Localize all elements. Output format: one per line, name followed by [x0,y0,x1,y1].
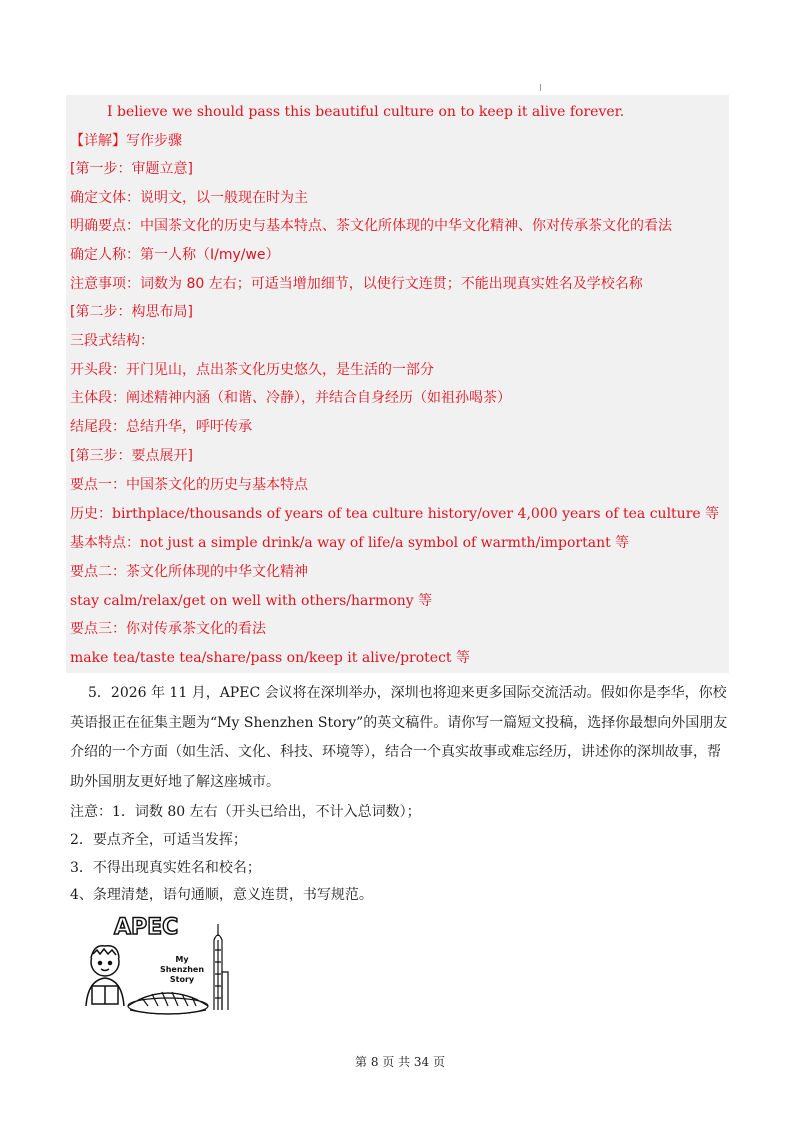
answer-section [66,95,729,673]
step-3-heading: [第三步：要点展开] [70,448,193,464]
page-number: 第 8 页 共 34 页 [355,1055,445,1069]
detail-heading: 【详解】写作步骤 [70,133,182,149]
step-line: 注意事项：词数为 80 左右；可适当增加细节，以使行文连贯；不能出现真实姓名及学校名称 [70,276,643,292]
step-line: 要点二：茶文化所体现的中华文化精神 [70,564,308,580]
caption-line: Story [169,975,195,984]
step-line: 要点三：你对传承茶文化的看法 [70,621,266,637]
step-line: 三段式结构： [70,333,154,349]
apec-title: APEC [114,915,179,940]
step-line: 确定人称：第一人称（I/my/we） [70,247,280,263]
step-line: 基本特点：not just a simple drink/a way of life/a symbol of warmth/important 等 [70,535,630,551]
boy-reading-icon [86,946,124,1006]
caption-line: Shenzhen [159,965,205,974]
stadium-icon [128,992,208,1014]
step-line: 结尾段：总结升华，呼吁传承 [70,419,252,435]
caption-line: My [175,955,189,964]
note-item: 2．要点齐全，可适当发挥； [70,832,247,848]
step-1-heading: [第一步：审题立意] [70,161,193,177]
step-line: 要点一：中国茶文化的历史与基本特点 [70,477,308,493]
step-line: 确定文体：说明文，以一般现在时为主 [70,190,308,206]
step-line: stay calm/relax/get on well with others/harmony 等 [70,593,433,609]
step-line: 历史：birthplace/thousands of years of tea culture history/over 4,000 years of tea culture 等 [70,506,720,522]
step-line: 开头段：开门见山，点出茶文化历史悠久，是生活的一部分 [70,362,434,378]
question-prompt: 5．2026 年 11 月，APEC 会议将在深圳举办，深圳也将迎来更多国际交流活动。假如你是李华，你校英语报正在征集主题为“My Shenzhen Story”的英文稿件。请你写一篇短文投稿，选择你最想向外国朋友介绍的一个方面（如生活、文化、科技、环境等），结合一个真实故事或难忘经历，讲述你的深圳故事，帮助外国朋友更好地了解这座城市。 [70,685,728,790]
answer-first-line: I believe we should pass this beautiful culture on to keep it alive forever. [107,104,625,120]
step-line: 主体段：阐述精神内涵（和谐、冷静），并结合自身经历（如祖孙喝茶） [70,390,511,406]
note-item: 3．不得出现真实姓名和校名； [70,860,261,876]
step-line: 明确要点：中国茶文化的历史与基本特点、茶文化所体现的中华文化精神、你对传承茶文化的看法 [70,218,672,234]
note-item: 4、条理清楚，语句通顺，意义连贯，书写规范。 [70,887,373,903]
page-tick-mark [540,84,541,91]
apec-shenzhen-illustration [72,910,242,1020]
step-2-heading: [第二步：构思布局] [70,304,193,320]
note-item: 注意：1．词数 80 左右（开头已给出，不计入总词数）； [70,804,421,820]
step-line: make tea/taste tea/share/pass on/keep it alive/protect 等 [70,650,470,666]
skyscraper-icon [214,924,228,1010]
